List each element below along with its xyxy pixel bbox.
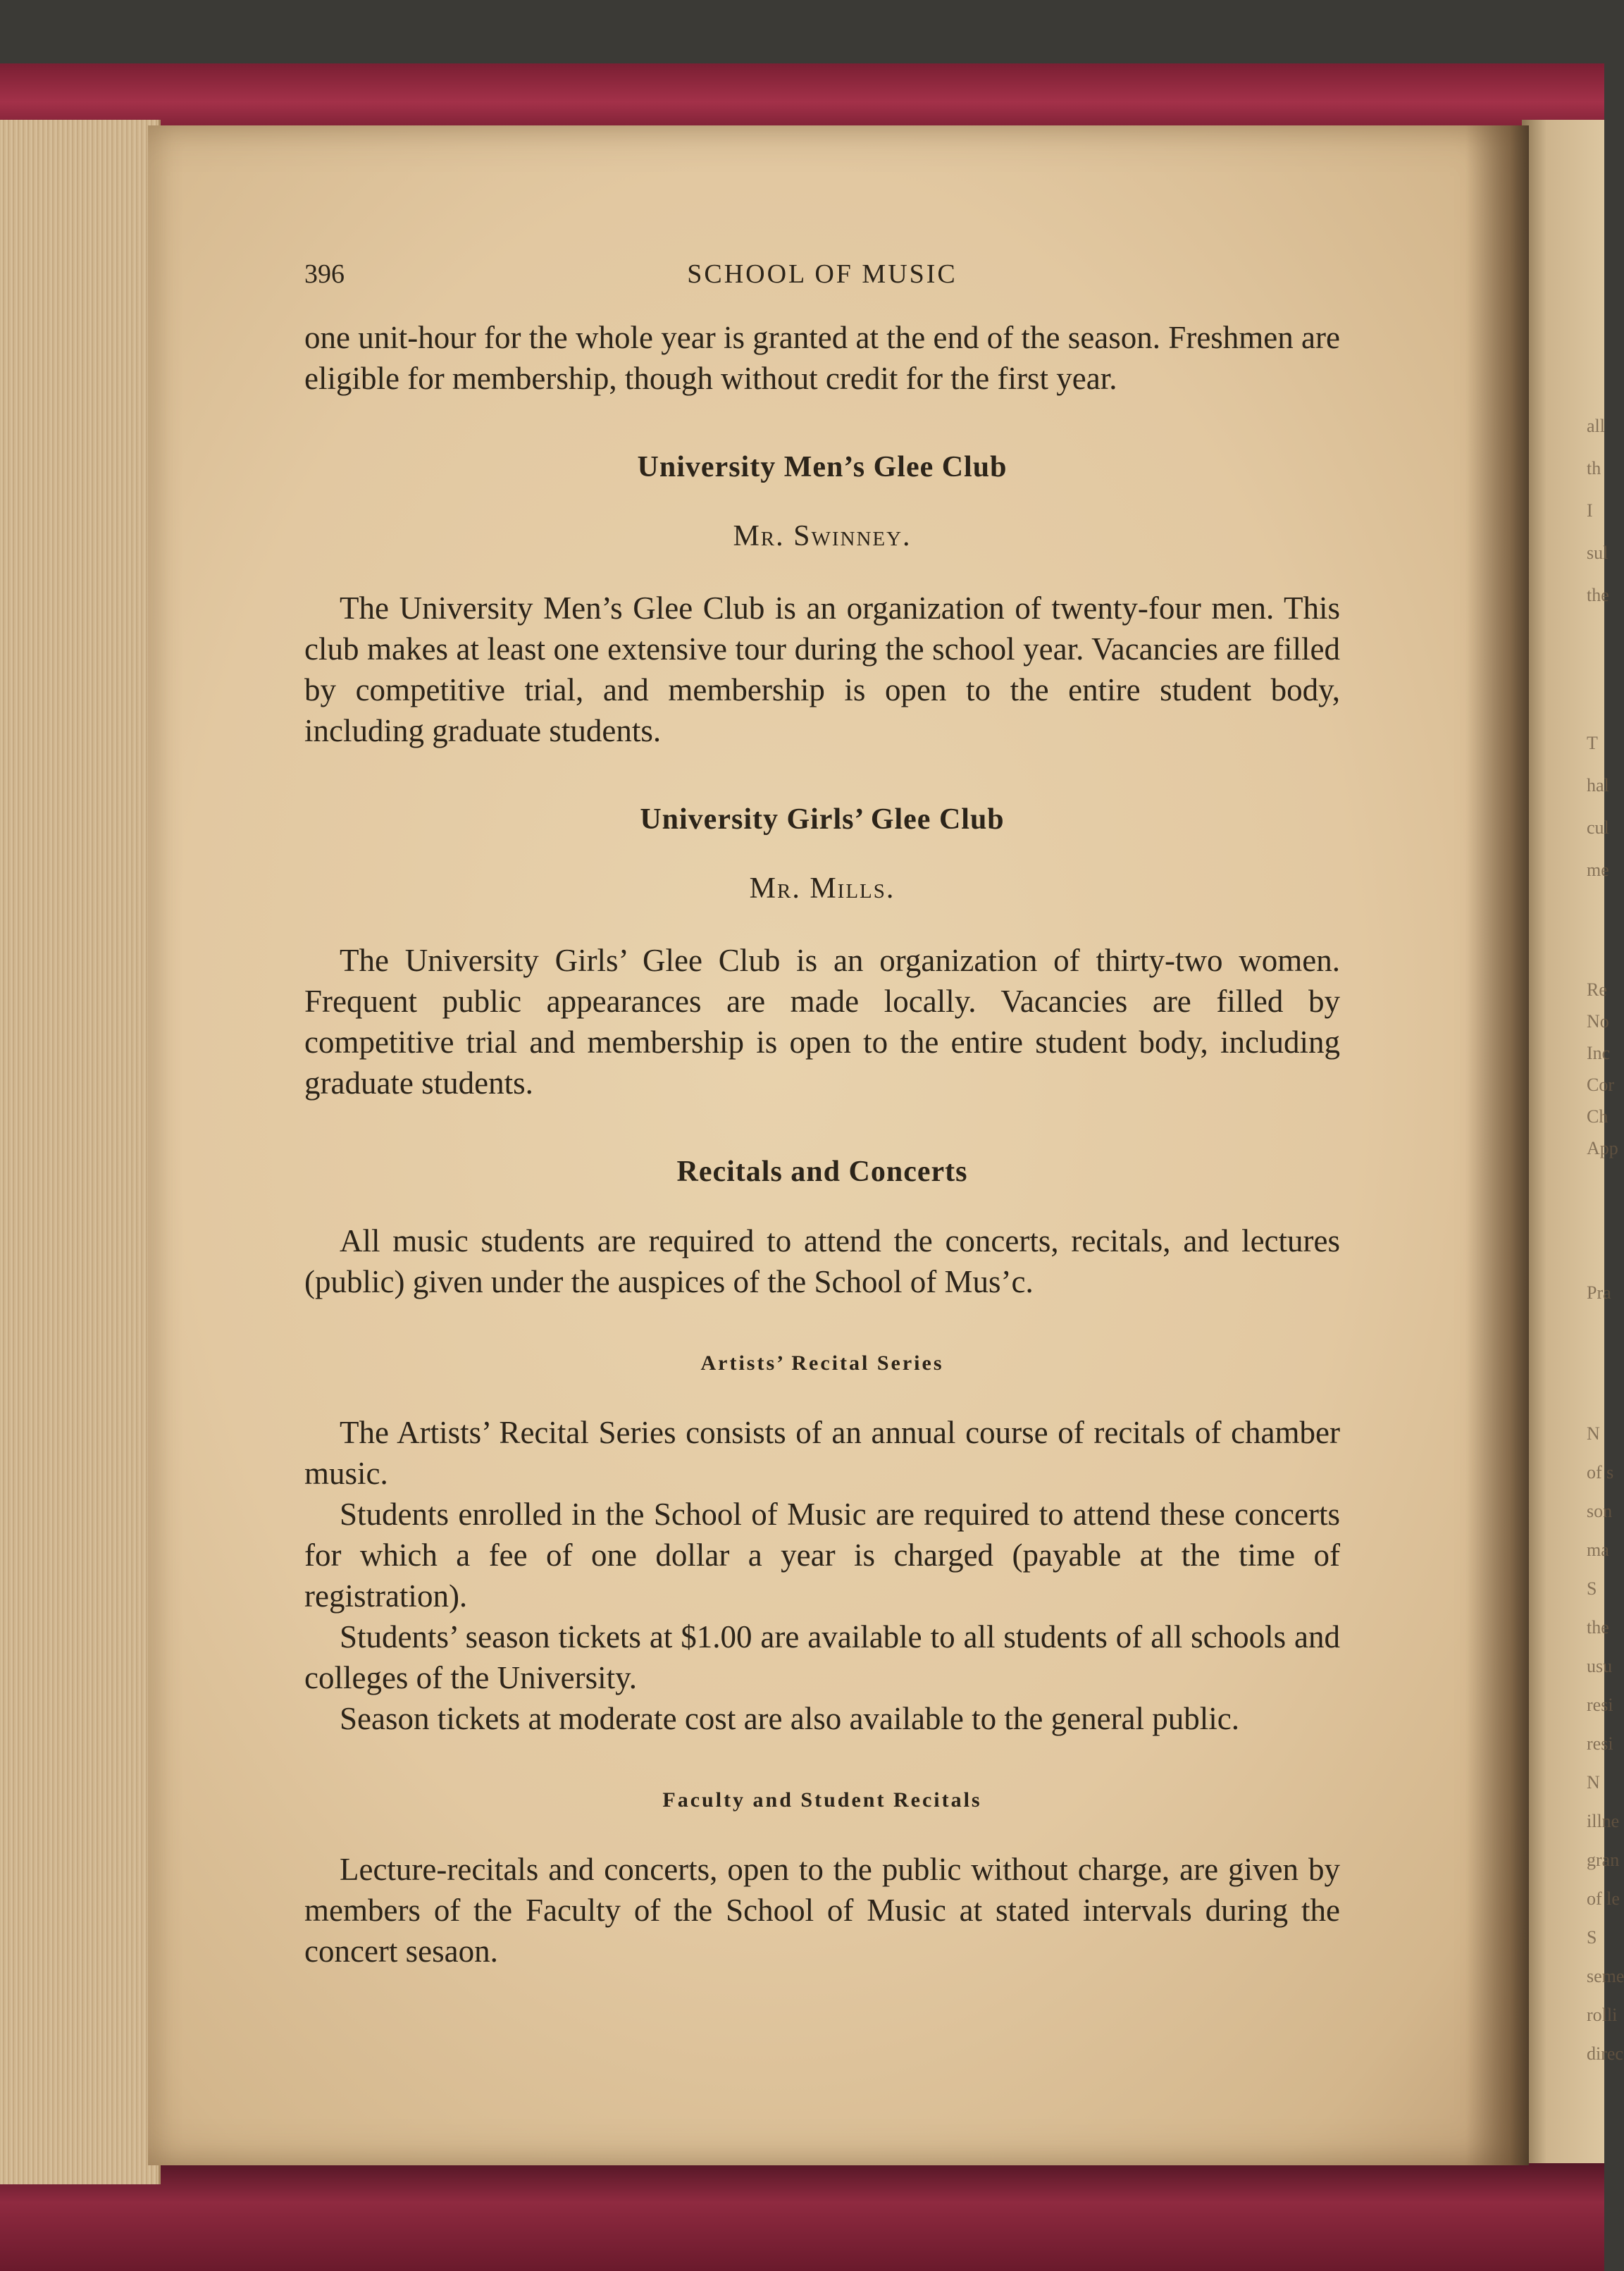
facing-fragment: cul bbox=[1587, 817, 1609, 838]
director-name: Mr. Mills. bbox=[749, 872, 895, 905]
running-head: SCHOOL OF MUSIC bbox=[687, 259, 957, 289]
facing-fragment: seme bbox=[1587, 1966, 1624, 1986]
facing-fragment: the bbox=[1587, 1617, 1609, 1638]
facing-fragment: T bbox=[1587, 733, 1598, 753]
facing-fragment: Inc bbox=[1587, 1043, 1611, 1063]
artists-series-paragraph: Students enrolled in the School of Music are required to attend these concerts for which a fee of one dollar a year is charged (payable at the time of registration). bbox=[304, 1497, 1340, 1614]
page-edges bbox=[0, 120, 161, 2184]
facing-fragment: direc bbox=[1587, 2043, 1623, 2064]
facing-fragment: N bbox=[1587, 1772, 1600, 1793]
artists-series-paragraph: The Artists’ Recital Series consists of an annual course of recitals of chamber music. bbox=[304, 1415, 1340, 1491]
facing-fragment: th bbox=[1587, 458, 1601, 478]
facing-fragment: illne bbox=[1587, 1811, 1620, 1831]
facing-fragment: sul bbox=[1587, 543, 1608, 563]
facing-fragment: all bbox=[1587, 416, 1605, 436]
artists-series-paragraph: Students’ season tickets at $1.00 are available to all students of all schools and colleges of the University. bbox=[304, 1619, 1340, 1695]
facing-fragment: Cor bbox=[1587, 1075, 1614, 1095]
page-content bbox=[304, 254, 1340, 1972]
subsection-title-faculty-student-recitals: Faculty and Student Recitals bbox=[662, 1788, 982, 1812]
facing-fragment: S bbox=[1587, 1927, 1597, 1948]
recitals-paragraph: All music students are required to attend the concerts, recitals, and lectures (public) given under the auspices of the School of Mus’c. bbox=[304, 1223, 1340, 1299]
girls-glee-club-paragraph: The University Girls’ Glee Club is an organization of thirty-two women. Frequent public appearances are made locally. Vacancies are filled by competitive trial and membership is open to the entire student body, including graduate students. bbox=[304, 943, 1340, 1101]
intro-paragraph: one unit-hour for the whole year is granted at the end of the season. Freshmen are eligible for membership, though without credit for the first year. bbox=[304, 320, 1340, 396]
facing-fragment: son bbox=[1587, 1501, 1613, 1521]
faculty-recitals-paragraph: Lecture-recitals and concerts, open to the public without charge, are given by members of the Faculty of the School of Music at stated intervals during the concert sesaon. bbox=[304, 1852, 1340, 1969]
section-title-mens-glee-club: University Men’s Glee Club bbox=[637, 451, 1008, 483]
facing-fragment: me bbox=[1587, 860, 1609, 880]
book-cover-bottom bbox=[0, 2156, 1604, 2271]
section-title-girls-glee-club: University Girls’ Glee Club bbox=[640, 803, 1005, 836]
facing-fragment: N bbox=[1587, 1423, 1600, 1444]
facing-fragment: resi bbox=[1587, 1733, 1613, 1754]
subsection-title-artists-recital-series: Artists’ Recital Series bbox=[700, 1351, 944, 1375]
gutter-shadow bbox=[1465, 125, 1529, 2165]
facing-fragment: No bbox=[1587, 1011, 1609, 1032]
facing-fragment: I bbox=[1587, 500, 1593, 521]
facing-fragment: ma bbox=[1587, 1540, 1609, 1560]
facing-fragment: S bbox=[1587, 1578, 1597, 1599]
facing-fragment: the bbox=[1587, 585, 1609, 605]
facing-fragment: of s bbox=[1587, 1462, 1614, 1483]
facing-page bbox=[1522, 120, 1624, 2163]
facing-fragment: Ch bbox=[1587, 1106, 1608, 1127]
facing-fragment: Pra bbox=[1587, 1282, 1611, 1303]
page-number: 396 bbox=[304, 259, 345, 289]
facing-fragment: usu bbox=[1587, 1656, 1613, 1676]
director-name: Mr. Swinney. bbox=[733, 520, 912, 552]
artists-series-paragraph: Season tickets at moderate cost are also available to the general public. bbox=[340, 1701, 1240, 1736]
page-header bbox=[304, 254, 1340, 303]
section-title-recitals-concerts: Recitals and Concerts bbox=[676, 1156, 968, 1188]
facing-fragment: of le bbox=[1587, 1888, 1620, 1909]
facing-fragment: rolli bbox=[1587, 2005, 1618, 2025]
facing-fragment: Re bbox=[1587, 979, 1607, 1000]
facing-fragment: App bbox=[1587, 1138, 1618, 1158]
facing-fragment: hal bbox=[1587, 775, 1609, 796]
mens-glee-club-paragraph: The University Men’s Glee Club is an organization of twenty-four men. This club makes at least one extensive tour during the school year. Vacancies are filled by competitive trial, and membership is open to the entire student body, including graduate students. bbox=[304, 590, 1340, 748]
facing-fragment: resi bbox=[1587, 1695, 1613, 1715]
facing-fragment: gran bbox=[1587, 1850, 1620, 1870]
